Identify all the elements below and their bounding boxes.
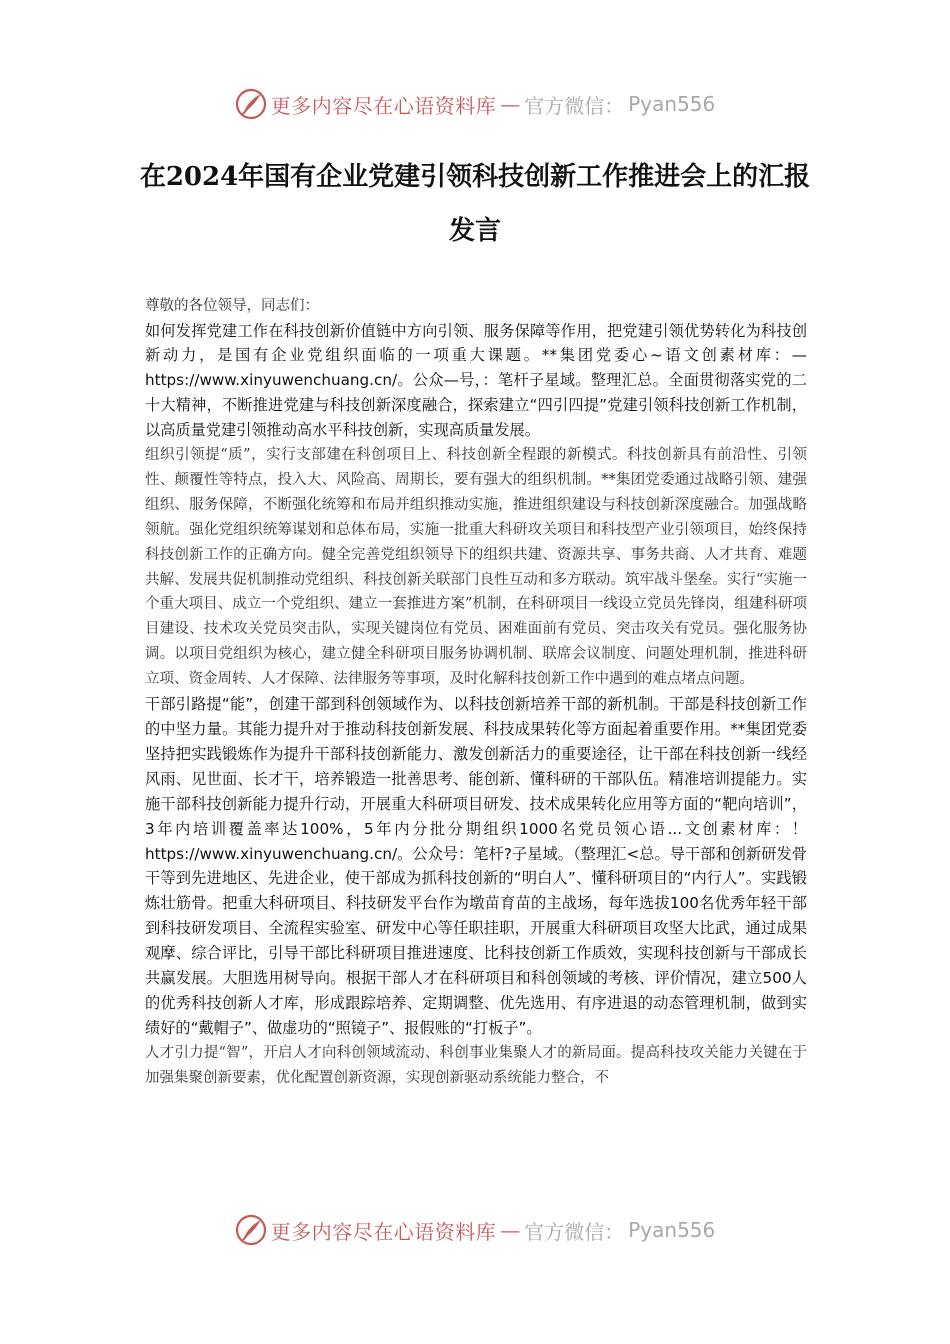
banner-separator: — <box>500 1218 521 1242</box>
header-banner <box>0 84 950 124</box>
paragraph-intro: 如何发挥党建工作在科技创新价值链中方向引领、服务保障等作用，把党建引领优势转化为科技创新动力，是国有企业党组织面临的一项重大课题。**集团党委心~语文创素材库：—https://www.xinyuwenchuang.cn/。公众—号，：笔杆子星域。整理汇总。全面贯彻落实党的二十大精神，不断推进党建与科技创新深度融合，探索建立“四引四提”党建引领科技创新工作机制，以高质量党建引领推动高水平科技创新，实现高质量发展。 <box>145 321 807 440</box>
banner-text: 更多内容尽在心语资料库 <box>270 93 497 118</box>
banner-separator: — <box>500 92 521 116</box>
banner-official-label: 官方微信： <box>524 93 625 118</box>
banner-wechat-id: Pyan556 <box>628 1218 716 1242</box>
document-title: 在2024年国有企业党建引领科技创新工作推进会上的汇报发言 <box>139 162 811 246</box>
banner-official-label: 官方微信： <box>524 1219 625 1244</box>
quill-logo-icon <box>235 88 267 120</box>
paragraph-cadre: 干部引路提“能”，创建干部到科创领域作为、以科技创新培养干部的新机制。干部是科技创新工作的中坚力量。其能力提升对于推动科技创新发展、科技成果转化等方面起着重要作用。**集团党委坚持把实践锻炼作为提升干部科技创新能力、激发创新活力的重要途径，让干部在科技创新一线经风雨、见世面、长才干，培养锻造一批善思考、能创新、懂科研的干部队伍。精准培训提能力。实施干部科技创新能力提升行动，开展重大科研项目研发、技术成果转化应用等方面的“靶向培训”，3年内培训覆盖率达100%，5年内分批分期组织1000名党员领心语...文创素材库：！https://www.xinyuwenchuang.cn/。公众号：笔杆?子星域。（整理汇<总。导干部和创新研发骨干等到先进地区、先进企业，使干部成为抓科技创新的“明白人”、懂科研项目的“内行人”。实践锻炼壮筋骨。把重大科研项目、科技研发平台作为墩苗育苗的主战场，每年选拔100名优秀年轻干部到科技研发项目、全流程实验室、研发中心等任职挂职，开展重大科研项目攻坚大比武，通过成果观摩、综合评比，引导干部比科研项目推进速度、比科技创新工作质效，实现科技创新与干部成长共赢发展。大胆选用树导向。根据干部人才在科研项目和科创领域的考核、评价情况，建立500人的优秀科技创新人才库，形成跟踪培养、定期调整、优先选用、有序进退的动态管理机制，做到实绩好的“戴帽子”、做虚功的“照镜子”、报假账的“打板子”。 <box>145 695 807 1037</box>
paragraph-talent: 人才引力提“智”，开启人才向科创领域流动、科创事业集聚人才的新局面。提高科技攻关能力关键在于加强集聚创新要素，优化配置创新资源，实现创新驱动系统能力整合，不 <box>145 1044 807 1086</box>
quill-logo-icon <box>235 1214 267 1246</box>
banner-text: 更多内容尽在心语资料库 <box>270 1219 497 1244</box>
paragraph-organization: 组织引领提“质”，实行支部建在科创项目上、科技创新全程跟的新模式。科技创新具有前沿性、引领性、颠覆性等特点，投入大、风险高、周期长，要有强大的组织机制。**集团党委通过战略引领、建强组织、服务保障，不断强化统筹和布局并组织推动实施，推进组织建设与科技创新深度融合。加强战略领航。强化党组织统筹谋划和总体布局，实施一批重大科研攻关项目和科技型产业引领项目，始终保持科技创新工作的正确方向。健全完善党组织领导下的组织共建、资源共享、事务共商、人才共育、难题共解、发展共促机制推动党组织、科技创新关联部门良性互动和多方联动。筑牢战斗堡垒。实行“实施一个重大项目、成立一个党组织、建立一套推进方案”机制，在科研项目一线设立党员先锋岗，组建科研项目建设、技术攻关党员突击队，实现关键岗位有党员、困难面前有党员、突击攻关有党员。强化服务协调。以项目党组织为核心，建立健全科研项目服务协调机制、联席会议制度、问题处理机制，推进科研立项、资金周转、人才保障、法律服务等事项，及时化解科技创新工作中遇到的难点堵点问题。 <box>145 447 807 688</box>
footer-banner <box>0 1210 950 1250</box>
greeting: 尊敬的各位领导，同志们： <box>145 298 319 314</box>
banner-wechat-id: Pyan556 <box>628 92 716 116</box>
document-body <box>145 294 807 1091</box>
